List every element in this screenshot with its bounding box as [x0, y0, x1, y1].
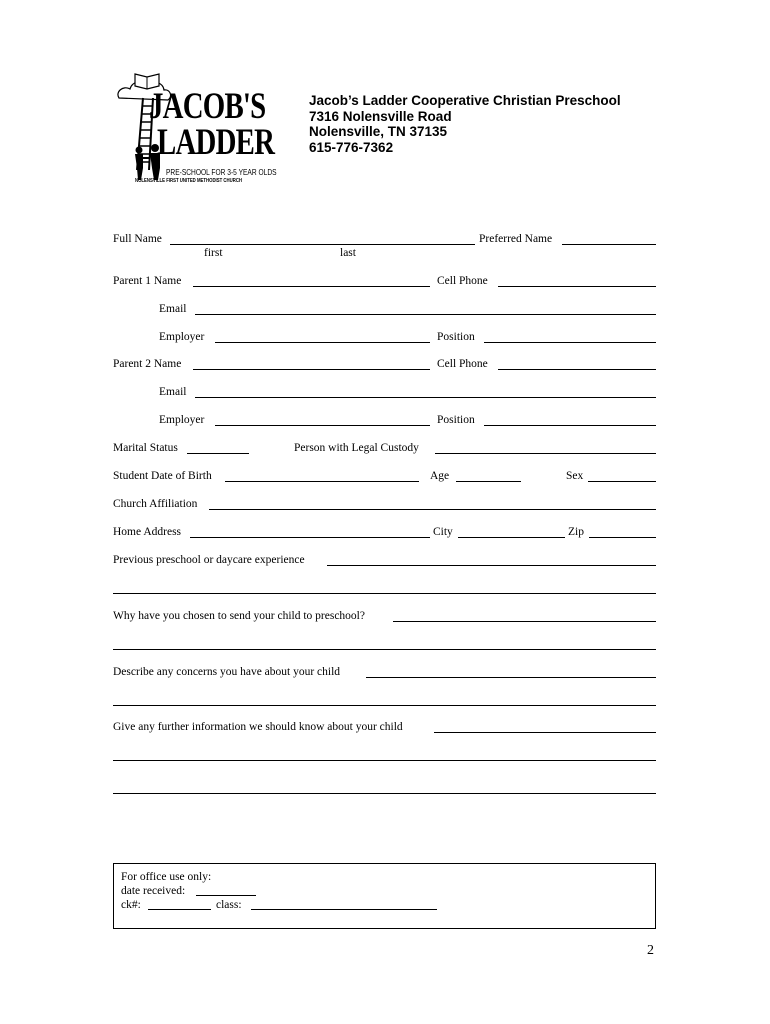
concerns-field-2[interactable]: [113, 705, 656, 706]
school-phone: 615-776-7362: [309, 139, 394, 155]
further-info-field-2[interactable]: [113, 760, 656, 761]
parent2-cell-label: Cell Phone: [437, 358, 488, 370]
parent1-employer-field[interactable]: [215, 342, 430, 343]
parent1-name-label: Parent 1 Name: [113, 275, 182, 287]
city-label: City: [433, 526, 453, 538]
office-use-box: [113, 863, 656, 929]
last-name-hint: last: [340, 247, 356, 259]
why-preschool-label: Why have you chosen to send your child to preschool?: [113, 610, 365, 622]
parent1-employer-label: Employer: [159, 331, 205, 343]
class-field[interactable]: [251, 909, 437, 910]
ck-field[interactable]: [148, 909, 211, 910]
further-info-field-3[interactable]: [113, 793, 656, 794]
why-preschool-field[interactable]: [393, 621, 656, 622]
previous-preschool-field[interactable]: [327, 565, 656, 566]
logo-tagline: PRE-SCHOOL FOR 3-5 YEAR OLDS: [166, 167, 277, 177]
logo-church: NOLENSVILLE FIRST UNITED METHODIST CHURCH: [135, 178, 243, 184]
parent1-name-field[interactable]: [193, 286, 430, 287]
legal-custody-field[interactable]: [435, 453, 656, 454]
ck-label: ck#:: [121, 899, 141, 911]
parent1-cell-label: Cell Phone: [437, 275, 488, 287]
school-street: 7316 Nolensville Road: [309, 108, 452, 124]
parent2-employer-field[interactable]: [215, 425, 430, 426]
zip-field[interactable]: [589, 537, 656, 538]
parent2-position-label: Position: [437, 414, 475, 426]
further-info-field[interactable]: [434, 732, 656, 733]
parent2-email-field[interactable]: [195, 397, 656, 398]
previous-preschool-field-2[interactable]: [113, 593, 656, 594]
city-field[interactable]: [458, 537, 565, 538]
preferred-name-field[interactable]: [562, 244, 656, 245]
office-use-title: For office use only:: [121, 871, 212, 883]
logo: [113, 70, 308, 188]
concerns-field[interactable]: [366, 677, 656, 678]
logo-title-line1: JACOB'S: [149, 86, 266, 127]
home-address-label: Home Address: [113, 526, 182, 538]
school-city: Nolensville, TN 37135: [309, 124, 448, 139]
parent2-name-label: Parent 2 Name: [113, 358, 182, 370]
further-info-label: Give any further information we should know about your child: [113, 721, 403, 733]
legal-custody-label: Person with Legal Custody: [294, 442, 419, 454]
church-affiliation-label: Church Affiliation: [113, 498, 198, 510]
parent1-email-label: Email: [159, 303, 187, 315]
parent2-position-field[interactable]: [484, 425, 656, 426]
age-field[interactable]: [456, 481, 521, 482]
date-received-field[interactable]: [196, 895, 256, 896]
first-name-hint: first: [204, 247, 223, 259]
parent1-email-field[interactable]: [195, 314, 656, 315]
home-address-field[interactable]: [190, 537, 430, 538]
class-label: class:: [216, 899, 242, 911]
parent1-position-label: Position: [437, 331, 475, 343]
preferred-name-label: Preferred Name: [479, 233, 553, 245]
parent2-cell-field[interactable]: [498, 369, 656, 370]
parent2-name-field[interactable]: [193, 369, 430, 370]
age-label: Age: [430, 470, 450, 482]
sex-field[interactable]: [588, 481, 656, 482]
logo-title-line2: LADDER: [157, 122, 275, 163]
school-header: [309, 93, 621, 155]
zip-label: Zip: [568, 526, 584, 538]
dob-field[interactable]: [225, 481, 419, 482]
marital-status-label: Marital Status: [113, 442, 178, 454]
sex-label: Sex: [566, 470, 584, 482]
concerns-label: Describe any concerns you have about your child: [113, 666, 341, 678]
why-preschool-field-2[interactable]: [113, 649, 656, 650]
school-name: Jacob’s Ladder Cooperative Christian Preschool: [309, 93, 621, 108]
parent2-employer-label: Employer: [159, 414, 205, 426]
parent1-cell-field[interactable]: [498, 286, 656, 287]
full-name-label: Full Name: [113, 233, 162, 245]
date-received-label: date received:: [121, 885, 186, 897]
church-affiliation-field[interactable]: [209, 509, 656, 510]
dob-label: Student Date of Birth: [113, 470, 212, 482]
marital-status-field[interactable]: [187, 453, 249, 454]
previous-preschool-label: Previous preschool or daycare experience: [113, 554, 305, 566]
parent2-email-label: Email: [159, 386, 187, 398]
page-number: 2: [647, 943, 654, 958]
parent1-position-field[interactable]: [484, 342, 656, 343]
full-name-field[interactable]: [170, 244, 475, 245]
